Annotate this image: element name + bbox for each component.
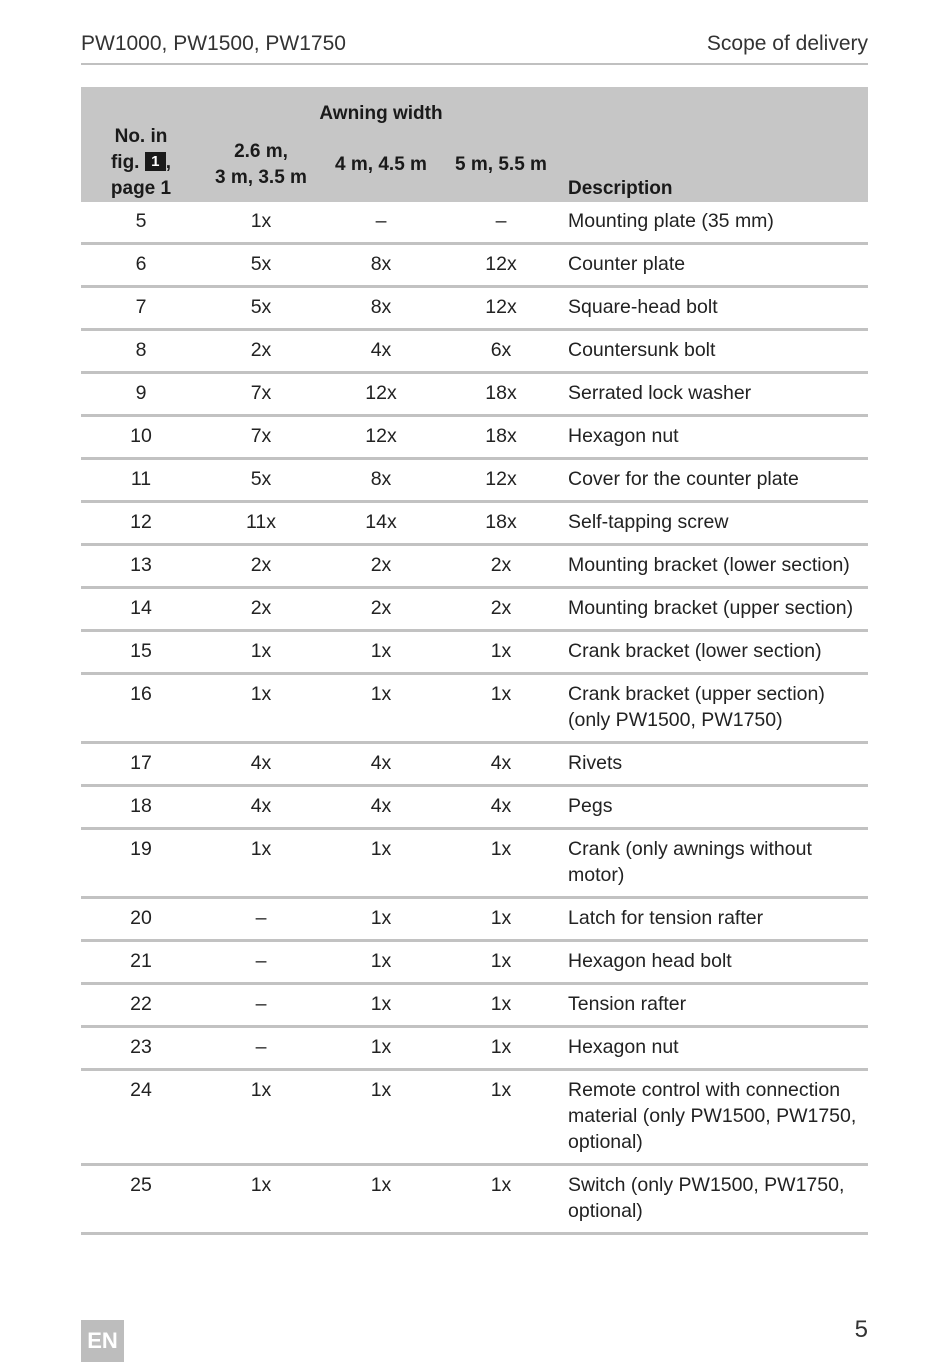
cell-number: 24	[81, 1070, 201, 1165]
cell-number: 22	[81, 984, 201, 1027]
cell-width-2: 1x	[321, 941, 441, 984]
cell-width-2: 1x	[321, 631, 441, 674]
cell-number: 5	[81, 202, 201, 244]
column-header-width-1-line2: 3 m, 3.5 m	[215, 166, 307, 188]
cell-description: Serrated lock washer	[561, 373, 868, 416]
cell-width-3: 1x	[441, 984, 561, 1027]
table-row	[81, 1070, 868, 1165]
cell-width-1: 7x	[201, 416, 321, 459]
cell-number: 25	[81, 1165, 201, 1234]
column-header-width-2: 4 m, 4.5 m	[321, 127, 441, 202]
table-row	[81, 1165, 868, 1234]
cell-number: 11	[81, 459, 201, 502]
column-header-number-line1: No. in	[114, 126, 168, 147]
cell-number: 16	[81, 674, 201, 743]
column-header-width-3: 5 m, 5.5 m	[441, 127, 561, 202]
cell-width-1: 1x	[201, 829, 321, 898]
table-row	[81, 502, 868, 545]
column-header-width-1-line1: 2.6 m,	[234, 140, 288, 162]
column-header-number-fig: fig.	[110, 152, 140, 173]
cell-description: Crank bracket (upper section) (only PW1500, PW1750)	[561, 674, 868, 743]
table-row	[81, 674, 868, 743]
cell-width-1: 5x	[201, 287, 321, 330]
cell-width-2: 1x	[321, 674, 441, 743]
cell-width-2: 12x	[321, 373, 441, 416]
cell-width-2: 1x	[321, 829, 441, 898]
cell-description: Remote control with connection material (only PW1500, PW1750, optional)	[561, 1070, 868, 1165]
cell-number: 18	[81, 786, 201, 829]
table-row	[81, 941, 868, 984]
cell-width-3: 1x	[441, 631, 561, 674]
cell-number: 6	[81, 244, 201, 287]
cell-width-1: 1x	[201, 1165, 321, 1234]
cell-width-2: 1x	[321, 1070, 441, 1165]
cell-description: Hexagon nut	[561, 416, 868, 459]
cell-width-2: 14x	[321, 502, 441, 545]
table-row	[81, 416, 868, 459]
cell-number: 20	[81, 898, 201, 941]
cell-width-1: 5x	[201, 459, 321, 502]
cell-width-1: 1x	[201, 202, 321, 244]
cell-number: 8	[81, 330, 201, 373]
cell-width-1: –	[201, 898, 321, 941]
table-row	[81, 330, 868, 373]
cell-width-3: 2x	[441, 545, 561, 588]
section-title: Scope of delivery	[706, 32, 868, 55]
column-header-number-line3: page 1	[110, 178, 172, 199]
table-row	[81, 898, 868, 941]
cell-width-3: 12x	[441, 459, 561, 502]
column-header-number-comma: ,	[165, 152, 172, 173]
cell-width-1: 11x	[201, 502, 321, 545]
cell-width-2: 12x	[321, 416, 441, 459]
cell-width-3: 1x	[441, 898, 561, 941]
cell-width-1: 4x	[201, 743, 321, 786]
cell-width-3: 12x	[441, 287, 561, 330]
cell-width-1: 7x	[201, 373, 321, 416]
cell-description: Cover for the counter plate	[561, 459, 868, 502]
table-row	[81, 459, 868, 502]
cell-width-1: 2x	[201, 545, 321, 588]
cell-number: 19	[81, 829, 201, 898]
table-row	[81, 743, 868, 786]
cell-width-3: 18x	[441, 416, 561, 459]
table-row	[81, 373, 868, 416]
cell-description: Rivets	[561, 743, 868, 786]
cell-width-2: 8x	[321, 244, 441, 287]
cell-width-3: 1x	[441, 829, 561, 898]
cell-description: Pegs	[561, 786, 868, 829]
cell-width-1: 5x	[201, 244, 321, 287]
cell-width-3: 1x	[441, 1027, 561, 1070]
cell-description: Square-head bolt	[561, 287, 868, 330]
cell-description: Self-tapping screw	[561, 502, 868, 545]
cell-width-2: 1x	[321, 1165, 441, 1234]
cell-width-1: –	[201, 984, 321, 1027]
cell-width-1: 1x	[201, 631, 321, 674]
cell-number: 21	[81, 941, 201, 984]
cell-width-3: 2x	[441, 588, 561, 631]
cell-width-2: 1x	[321, 898, 441, 941]
cell-width-2: 8x	[321, 459, 441, 502]
cell-width-3: 6x	[441, 330, 561, 373]
cell-description: Countersunk bolt	[561, 330, 868, 373]
table-body	[81, 202, 868, 1234]
cell-width-2: 1x	[321, 984, 441, 1027]
table-row	[81, 984, 868, 1027]
cell-width-2: 2x	[321, 588, 441, 631]
table-row	[81, 631, 868, 674]
table-row	[81, 829, 868, 898]
cell-description: Crank bracket (lower section)	[561, 631, 868, 674]
cell-width-1: –	[201, 1027, 321, 1070]
table-row	[81, 244, 868, 287]
column-header-number	[81, 87, 201, 202]
language-badge: EN	[81, 1320, 124, 1362]
cell-width-2: –	[321, 202, 441, 244]
cell-width-3: 1x	[441, 1070, 561, 1165]
table-row	[81, 1027, 868, 1070]
cell-width-1: 1x	[201, 674, 321, 743]
cell-number: 10	[81, 416, 201, 459]
cell-number: 7	[81, 287, 201, 330]
cell-width-3: 12x	[441, 244, 561, 287]
page-header	[81, 30, 868, 65]
cell-width-1: 2x	[201, 588, 321, 631]
cell-width-3: 4x	[441, 786, 561, 829]
cell-number: 17	[81, 743, 201, 786]
cell-description: Latch for tension rafter	[561, 898, 868, 941]
cell-number: 23	[81, 1027, 201, 1070]
cell-number: 12	[81, 502, 201, 545]
document-title: PW1000, PW1500, PW1750	[81, 32, 346, 55]
cell-description: Mounting plate (35 mm)	[561, 202, 868, 244]
cell-description: Switch (only PW1500, PW1750, optional)	[561, 1165, 868, 1234]
table-row	[81, 202, 868, 244]
cell-width-3: 4x	[441, 743, 561, 786]
cell-width-2: 4x	[321, 786, 441, 829]
cell-description: Hexagon nut	[561, 1027, 868, 1070]
table-row	[81, 786, 868, 829]
cell-description: Tension rafter	[561, 984, 868, 1027]
table-header	[81, 87, 868, 202]
table-row	[81, 588, 868, 631]
cell-width-3: 18x	[441, 373, 561, 416]
cell-width-3: 1x	[441, 674, 561, 743]
cell-number: 9	[81, 373, 201, 416]
cell-number: 15	[81, 631, 201, 674]
cell-description: Crank (only awnings without motor)	[561, 829, 868, 898]
cell-description: Hexagon head bolt	[561, 941, 868, 984]
cell-width-1: 2x	[201, 330, 321, 373]
cell-description: Mounting bracket (lower section)	[561, 545, 868, 588]
table-row	[81, 545, 868, 588]
cell-width-1: 1x	[201, 1070, 321, 1165]
cell-width-3: 1x	[441, 941, 561, 984]
column-header-description: Description	[561, 87, 868, 202]
scope-of-delivery-table	[81, 87, 868, 1235]
cell-description: Mounting bracket (upper section)	[561, 588, 868, 631]
cell-number: 13	[81, 545, 201, 588]
page-number: 5	[854, 1316, 868, 1343]
cell-description: Counter plate	[561, 244, 868, 287]
cell-width-2: 4x	[321, 330, 441, 373]
column-group-awning-width: Awning width	[201, 87, 561, 127]
cell-width-2: 8x	[321, 287, 441, 330]
cell-width-2: 4x	[321, 743, 441, 786]
cell-number: 14	[81, 588, 201, 631]
cell-width-2: 2x	[321, 545, 441, 588]
column-header-width-1	[201, 127, 321, 202]
cell-width-2: 1x	[321, 1027, 441, 1070]
table-row	[81, 287, 868, 330]
cell-width-3: 18x	[441, 502, 561, 545]
figure-number-badge: 1	[145, 152, 166, 171]
cell-width-3: 1x	[441, 1165, 561, 1234]
cell-width-1: 4x	[201, 786, 321, 829]
cell-width-3: –	[441, 202, 561, 244]
cell-width-1: –	[201, 941, 321, 984]
